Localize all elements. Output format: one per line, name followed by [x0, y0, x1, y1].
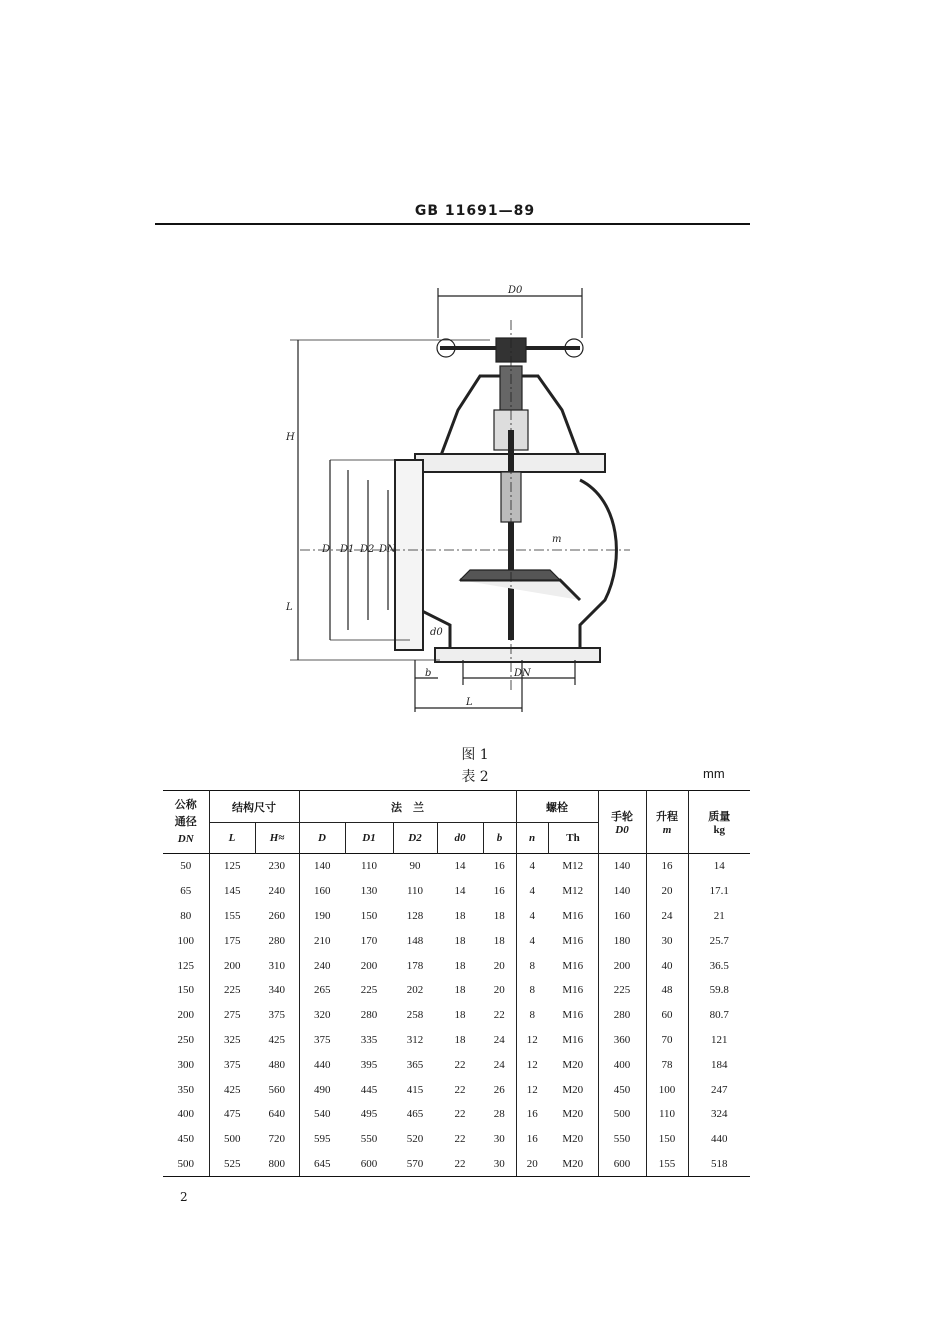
header-h: H≈	[255, 823, 299, 854]
table-row: 150 225 340 265 225 202 18 20 8 M16 225 48 59.8	[163, 978, 750, 1003]
header-b: b	[483, 823, 516, 854]
table-body	[163, 854, 750, 1177]
table-row: 450 500 720 595 550 520 22 30 16 M20 550 150 440	[163, 1127, 750, 1152]
table-row: 125 200 310 240 200 178 18 20 8 M16 200 40 36.5	[163, 953, 750, 978]
label-h: H	[286, 432, 295, 443]
header-nominal: 公称 通径 DN	[174, 798, 197, 845]
table-row: 350 425 560 490 445 415 22 26 12 M20 450 100 247	[163, 1077, 750, 1102]
header-d2: D2	[393, 823, 437, 854]
label-d0-small: d0	[430, 627, 443, 638]
table-row: 200 275 375 320 280 258 18 22 8 M16 280 60 80.7	[163, 1003, 750, 1028]
label-b: b	[425, 668, 432, 679]
label-dn: DN	[379, 544, 396, 555]
header-row-1	[163, 791, 750, 823]
table-row: 65 145 240 160 130 110 14 16 4 M12 140 20 17.1	[163, 879, 750, 904]
header-bolt: 螺栓	[516, 791, 598, 823]
unit-label: mm	[703, 766, 725, 781]
header-structure: 结构尺寸	[209, 791, 299, 823]
header-d: D	[299, 823, 345, 854]
header-rule	[155, 223, 750, 225]
header-lift: 升程 m	[646, 791, 688, 854]
table-row: 50 125 230 140 110 90 14 16 4 M12 140 16 14	[163, 854, 750, 879]
label-d: D	[322, 544, 331, 555]
table-caption: 表 2	[461, 769, 489, 785]
header-l: L	[209, 823, 255, 854]
table-row: 400 475 640 540 495 465 22 28 16 M20 500 110 324	[163, 1102, 750, 1127]
label-d0: D0	[508, 285, 523, 296]
header-mass: 质量 kg	[688, 791, 750, 854]
table-row: 100 175 280 210 170 148 18 18 4 M16 180 30 25.7	[163, 928, 750, 953]
page-number: 2	[180, 1190, 188, 1204]
table-row: 300 375 480 440 395 365 22 24 12 M20 400 78 184	[163, 1052, 750, 1077]
table-row: 250 325 425 375 335 312 18 24 12 M16 360 70 121	[163, 1028, 750, 1053]
valve-drawing	[280, 280, 640, 720]
header-th: Th	[548, 823, 598, 854]
standard-number: GB 11691—89	[414, 203, 536, 219]
label-l: L	[286, 602, 293, 613]
header-d0: d0	[437, 823, 483, 854]
header-flange: 法 兰	[299, 791, 516, 823]
header-n: n	[516, 823, 548, 854]
label-d1: D1	[340, 544, 355, 555]
figure-caption: 图 1	[461, 747, 489, 763]
header-d1: D1	[345, 823, 393, 854]
label-dn-bottom: DN	[514, 668, 531, 679]
label-d2: D2	[360, 544, 375, 555]
label-m: m	[552, 534, 562, 545]
spec-table	[163, 790, 750, 1177]
header-handwheel: 手轮 D0	[598, 791, 646, 854]
table-row: 500 525 800 645 600 570 22 30 20 M20 600 155 518	[163, 1152, 750, 1177]
label-l-bottom: L	[466, 697, 473, 708]
table-row: 80 155 260 190 150 128 18 18 4 M16 160 24 21	[163, 904, 750, 929]
